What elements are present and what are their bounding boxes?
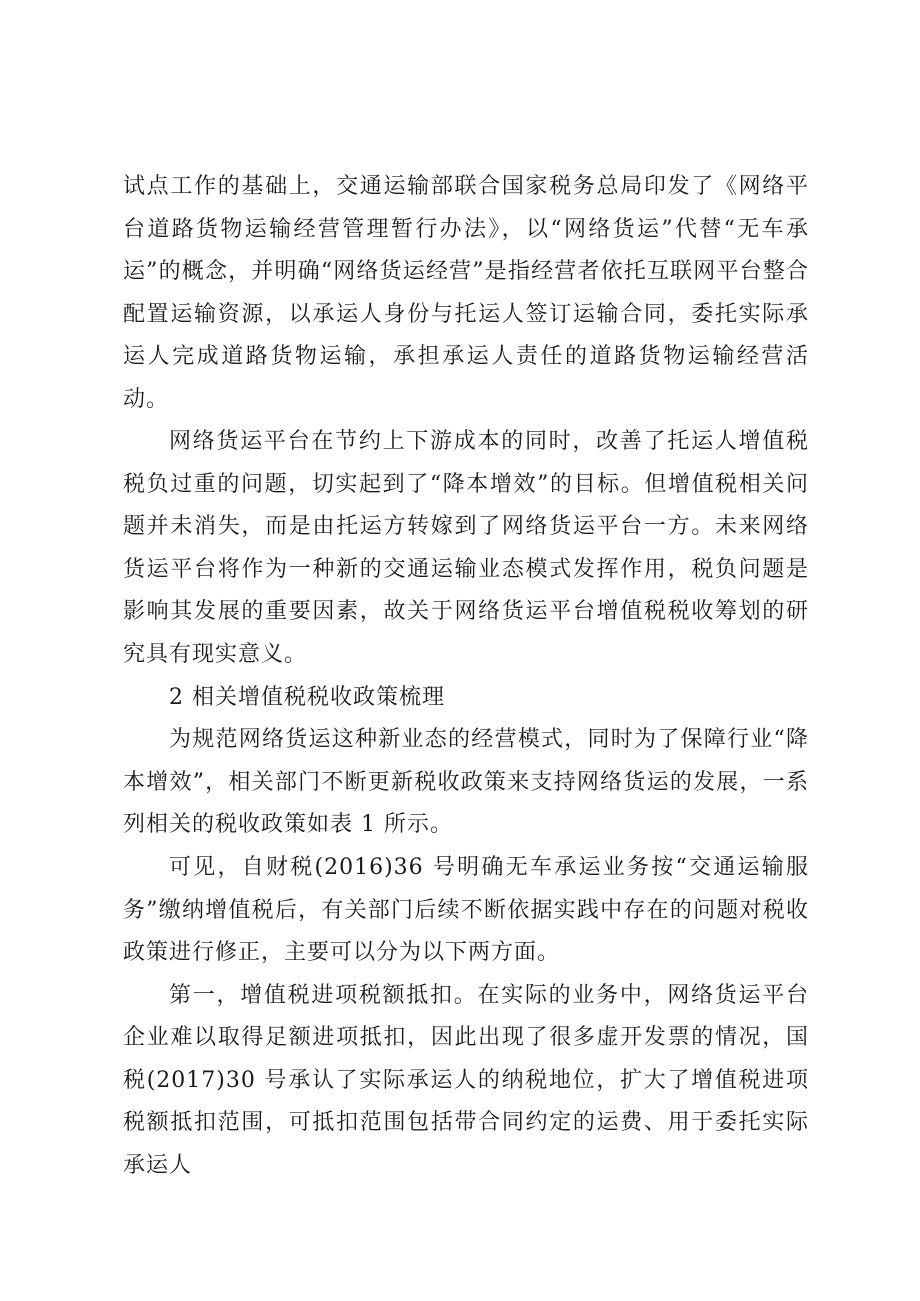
section-heading: 2 相关增值税税收政策梳理 [169,684,445,710]
paragraph-3: 为规范网络货运这种新业态的经营模式，同时为了保障行业“降本增效”，相关部门不断更新税收政策来支持网络货运的发展，一系列相关的税收政策如表 1 所示。 [123,727,809,838]
paragraph-2: 网络货运平台在节约上下游成本的同时，改善了托运人增值税税负过重的问题，切实起到了“降本增效”的目标。但增值税相关问题并未消失，而是由托运方转嫁到了网络货运平台一方。未来网络货运平台将作为一种新的交通运输业态模式发挥作用，税负问题是影响其发展的重要因素，故关于网络货运平台增值税税收筹划的研究具有现实意义。 [123,429,809,667]
paragraph-5: 第一，增值税进项税额抵扣。在实际的业务中，网络货运平台企业难以取得足额进项抵扣，因此出现了很多虚开发票的情况，国税(2017)30 号承认了实际承运人的纳税地位，扩大了增值税进项税额抵扣范围，可抵扣范围包括带合同约定的运费、用于委托实际承运人 [123,982,809,1178]
paragraph-4: 可见，自财税(2016)36 号明确无车承运业务按“交通运输服务”缴纳增值税后，有关部门后续不断依据实践中存在的问题对税收政策进行修正，主要可以分为以下两方面。 [123,855,809,966]
paragraph-1: 试点工作的基础上，交通运输部联合国家税务总局印发了《网络平台道路货物运输经营管理暂行办法》，以“网络货运”代替“无车承运”的概念，并明确“网络货运经营”是指经营者依托互联网平台整合配置运输资源，以承运人身份与托运人签订运输合同，委托实际承运人完成道路货物运输，承担承运人责任的道路货物运输经营活动。 [123,174,809,412]
document-page [123,166,809,1188]
